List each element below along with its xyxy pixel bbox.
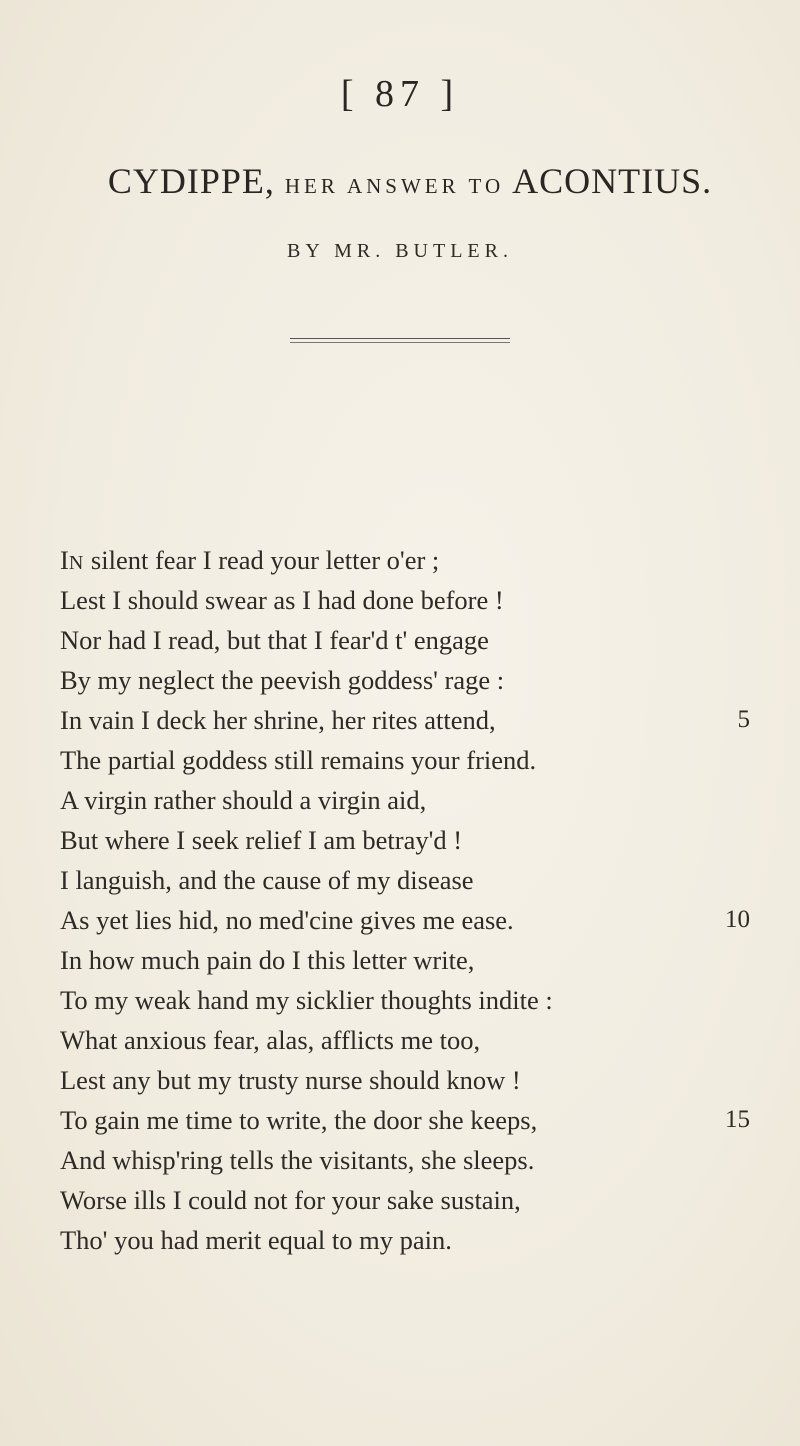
line-text: To gain me time to write, the door she keeps,	[60, 1105, 538, 1135]
line-text: Tho' you had merit equal to my pain.	[60, 1225, 452, 1255]
line-text: Worse ills I could not for your sake sustain,	[60, 1185, 521, 1215]
poem-line	[60, 740, 750, 780]
poem-line	[60, 820, 750, 860]
line-text: Lest I should swear as I had done before !	[60, 585, 504, 615]
line-text: In vain I deck her shrine, her rites attend,	[60, 705, 496, 735]
drop-initial: I	[60, 545, 69, 575]
initial-smallcaps: N	[68, 552, 85, 574]
line-text: A virgin rather should a virgin aid,	[60, 785, 427, 815]
line-text: Lest any but my trusty nurse should know !	[60, 1065, 521, 1095]
section-divider	[290, 338, 510, 343]
poem-line	[60, 860, 750, 900]
line-number: 10	[725, 906, 750, 933]
title-name: CYDIPPE,	[107, 161, 275, 201]
poem-line	[60, 780, 750, 820]
line-text: The partial goddess still remains your friend.	[60, 745, 537, 775]
poem-line	[60, 940, 750, 980]
poem-line	[60, 1140, 750, 1180]
line-text: In how much pain do I this letter write,	[60, 945, 475, 975]
poem-line	[60, 700, 750, 740]
poem-title	[60, 160, 760, 202]
page-number: [ 87 ]	[340, 73, 460, 115]
title-subtitle: HER ANSWER TO	[284, 174, 505, 198]
poem-line	[60, 1180, 750, 1220]
poem-line	[60, 1220, 750, 1260]
line-number: 5	[737, 706, 750, 733]
poem-line	[60, 980, 750, 1020]
line-text: As yet lies hid, no med'cine gives me ease.	[60, 905, 514, 935]
line-number: 15	[725, 1106, 750, 1133]
poem-line	[60, 900, 750, 940]
line-text: What anxious fear, alas, afflicts me too,	[60, 1025, 481, 1055]
poem-line	[60, 540, 750, 580]
poem-line	[60, 580, 750, 620]
poem-line	[60, 1060, 750, 1100]
title-addressee: ACONTIUS.	[512, 161, 713, 201]
line-text: To my weak hand my sicklier thoughts indite :	[60, 985, 553, 1015]
poem-line	[60, 620, 750, 660]
poem-body	[60, 540, 750, 1260]
line-text: By my neglect the peevish goddess' rage :	[60, 665, 505, 695]
poem-line	[60, 1020, 750, 1060]
poem-line	[60, 660, 750, 700]
line-text: I languish, and the cause of my disease	[60, 865, 474, 895]
byline: BY MR. BUTLER.	[287, 240, 513, 262]
line-text: But where I seek relief I am betray'd !	[60, 825, 463, 855]
poem-line	[60, 1100, 750, 1140]
line-text: Nor had I read, but that I fear'd t' engage	[60, 625, 489, 655]
line-text: And whisp'ring tells the visitants, she sleeps.	[60, 1145, 535, 1175]
line-text: silent fear I read your letter o'er ;	[84, 545, 440, 575]
